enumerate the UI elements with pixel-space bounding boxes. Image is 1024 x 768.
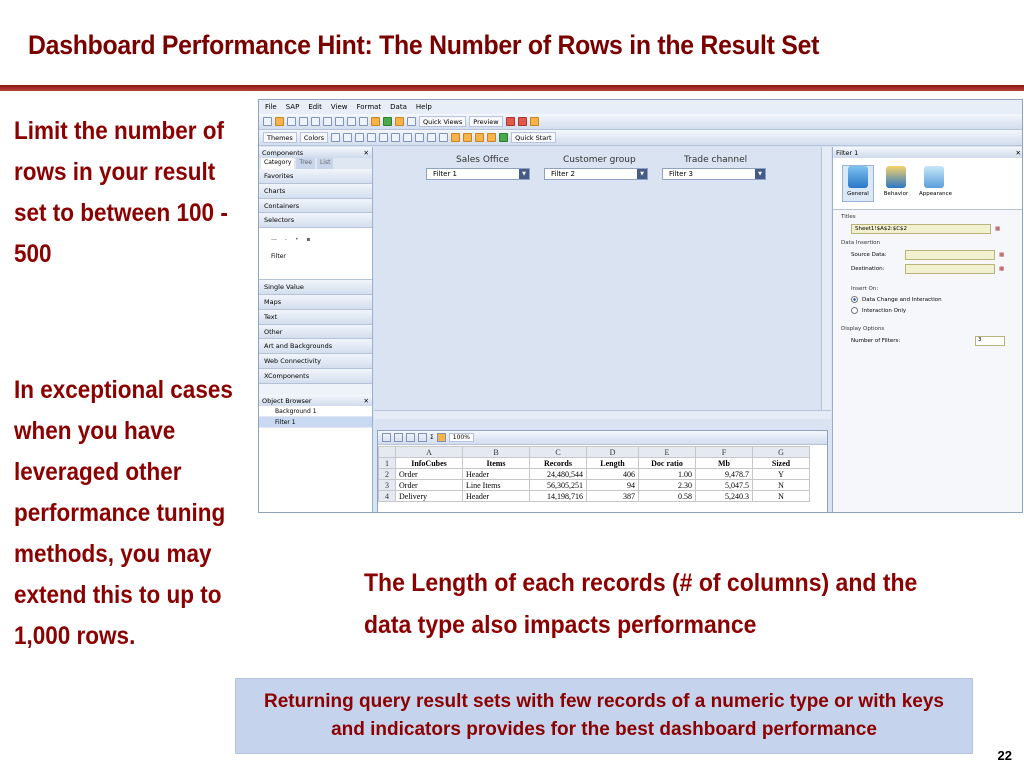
panel-close-icon[interactable]: ✕ xyxy=(1015,149,1021,157)
properties-panel xyxy=(832,147,1023,513)
properties-header xyxy=(833,147,1023,158)
dropdown-value: Filter 3 xyxy=(669,170,694,178)
trade-channel-label: Trade channel xyxy=(684,155,748,165)
cut-icon[interactable] xyxy=(311,117,320,126)
column-header[interactable]: E xyxy=(639,447,696,458)
row-number[interactable]: 2 xyxy=(379,469,396,480)
category-art-backgrounds[interactable]: Art and Backgrounds xyxy=(259,339,372,354)
sheet-save-icon[interactable] xyxy=(382,433,391,442)
cell[interactable]: N xyxy=(753,480,810,491)
cell[interactable]: InfoCubes xyxy=(396,458,463,469)
space-vertical-icon[interactable] xyxy=(415,133,424,142)
titles-row xyxy=(833,222,1023,236)
object-label: Filter 1 xyxy=(275,419,296,426)
titles-section: Titles xyxy=(841,214,856,220)
refresh-icon[interactable] xyxy=(518,117,527,126)
cell[interactable]: Doc ratio xyxy=(639,458,696,469)
filter-component-label[interactable]: Filter xyxy=(271,253,286,261)
sheet-paste-icon[interactable] xyxy=(418,433,427,442)
table-row xyxy=(379,480,810,491)
cell[interactable]: Length xyxy=(587,458,639,469)
record-length-text: The Length of each records (# of columns) and the data type also impacts performance xyxy=(364,569,918,639)
dropdown-value: Filter 1 xyxy=(433,170,458,178)
table-row xyxy=(379,458,810,469)
category-other[interactable]: Other xyxy=(259,325,372,340)
destination-row xyxy=(833,262,1023,276)
general-icon xyxy=(848,166,868,188)
row-number[interactable]: 3 xyxy=(379,480,396,491)
tab-list[interactable]: List xyxy=(317,158,334,169)
radio-unselected[interactable] xyxy=(851,307,858,314)
category-favorites[interactable]: Favorites xyxy=(259,169,372,184)
exception-text: In exceptional cases when you have leveraged other performance tuning methods, you may extend this to up to 1,000 rows. xyxy=(14,376,233,650)
open-icon[interactable] xyxy=(275,117,284,126)
tab-category[interactable]: Category xyxy=(261,158,294,169)
titles-field[interactable]: Sheet1!$A$2:$C$2 xyxy=(851,224,991,234)
behavior-icon xyxy=(886,166,906,188)
sheet-print-icon[interactable] xyxy=(394,433,403,442)
spreadsheet-grid[interactable] xyxy=(378,446,810,502)
cell[interactable]: Items xyxy=(463,458,530,469)
cell[interactable]: Y xyxy=(753,469,810,480)
cell[interactable]: Delivery xyxy=(396,491,463,502)
chevron-down-icon[interactable]: ▼ xyxy=(755,169,765,179)
cell[interactable]: 387 xyxy=(587,491,639,502)
save-icon[interactable] xyxy=(287,117,296,126)
menu-file[interactable]: File xyxy=(265,103,277,111)
page-number: 22 xyxy=(997,748,1012,763)
best-practice-callout xyxy=(235,678,973,754)
data-insertion-section: Data Insertion xyxy=(841,240,881,246)
cell[interactable]: 94 xyxy=(587,480,639,491)
corner-cell[interactable] xyxy=(379,447,396,458)
themes-button[interactable]: Themes xyxy=(263,132,297,143)
properties-title: Filter 1 xyxy=(836,149,859,157)
customer-group-label: Customer group xyxy=(563,155,636,165)
trade-channel-dropdown[interactable] xyxy=(662,168,766,180)
menu-help[interactable]: Help xyxy=(415,103,432,111)
menu-bar xyxy=(259,100,1022,114)
destination-label: Destination: xyxy=(851,266,885,272)
cell[interactable]: 5,047.5 xyxy=(696,480,753,491)
embedded-spreadsheet[interactable] xyxy=(377,430,828,513)
cell[interactable]: Mb xyxy=(696,458,753,469)
canvas-vertical-scrollbar[interactable] xyxy=(821,147,831,419)
components-panel xyxy=(259,147,373,395)
column-header[interactable]: C xyxy=(530,447,587,458)
title-divider xyxy=(0,85,1024,91)
cell[interactable]: Order xyxy=(396,469,463,480)
column-header[interactable]: G xyxy=(753,447,810,458)
number-of-filters-label: Number of Filters: xyxy=(851,338,901,344)
quick-start-button[interactable]: Quick Start xyxy=(511,132,555,143)
appearance-icon xyxy=(924,166,944,188)
cell[interactable]: Sized xyxy=(753,458,810,469)
align-left-icon[interactable] xyxy=(331,133,340,142)
insert-option-data-change[interactable] xyxy=(833,294,1023,305)
row-number[interactable]: 1 xyxy=(379,458,396,469)
column-header[interactable]: D xyxy=(587,447,639,458)
tab-appearance[interactable] xyxy=(919,166,953,201)
object-label: Background 1 xyxy=(275,408,317,415)
table-row xyxy=(379,469,810,480)
group-icon[interactable] xyxy=(451,133,460,142)
panel-close-icon[interactable]: ✕ xyxy=(363,397,369,405)
same-width-icon[interactable] xyxy=(427,133,436,142)
colors-button[interactable]: Colors xyxy=(300,132,328,143)
row-limit-text: Limit the number of rows in your result set to between 100 - 500 xyxy=(14,117,228,268)
source-data-label: Source Data: xyxy=(851,252,887,258)
menu-format[interactable]: Format xyxy=(356,103,382,111)
cell[interactable]: 2.30 xyxy=(639,480,696,491)
panel-close-icon[interactable]: ✕ xyxy=(363,149,369,157)
destination-field[interactable] xyxy=(905,264,995,274)
copy-icon[interactable] xyxy=(323,117,332,126)
cell[interactable]: Line Items xyxy=(463,480,530,491)
tab-behavior[interactable] xyxy=(881,166,911,201)
sheet-cut-icon[interactable] xyxy=(406,433,415,442)
ungroup-icon[interactable] xyxy=(463,133,472,142)
menu-data[interactable]: Data xyxy=(390,103,407,111)
preview-button[interactable]: Preview xyxy=(469,116,502,127)
print-icon[interactable] xyxy=(299,117,308,126)
tab-tree[interactable]: Tree xyxy=(296,158,315,169)
menu-sap[interactable]: SAP xyxy=(285,103,300,111)
cell-select-icon[interactable]: ▦ xyxy=(999,266,1005,272)
chevron-down-icon[interactable]: ▼ xyxy=(519,169,529,179)
add-icon[interactable] xyxy=(371,117,380,126)
grid-icon[interactable] xyxy=(407,117,416,126)
components-panel-title: Components xyxy=(262,149,304,157)
category-selectors[interactable]: Selectors xyxy=(259,213,372,228)
category-charts[interactable]: Charts xyxy=(259,184,372,199)
space-horizontal-icon[interactable] xyxy=(403,133,412,142)
object-browser-panel xyxy=(259,395,373,513)
sales-office-dropdown[interactable] xyxy=(426,168,530,180)
number-of-filters-row xyxy=(833,334,1023,348)
source-data-row xyxy=(833,248,1023,262)
cell[interactable]: 5,240.3 xyxy=(696,491,753,502)
sheet-chart-icon[interactable] xyxy=(437,433,446,442)
object-browser-header xyxy=(259,395,372,406)
cell[interactable]: 0.58 xyxy=(639,491,696,502)
cell[interactable]: 9,478.7 xyxy=(696,469,753,480)
cell[interactable]: 24,480,544 xyxy=(530,469,587,480)
source-data-field[interactable] xyxy=(905,250,995,260)
canvas-horizontal-scrollbar[interactable] xyxy=(374,410,831,419)
publish-icon[interactable] xyxy=(530,117,539,126)
align-right-icon[interactable] xyxy=(355,133,364,142)
align-bottom-icon[interactable] xyxy=(391,133,400,142)
cell[interactable]: 1.00 xyxy=(639,469,696,480)
dropdown-value: Filter 2 xyxy=(551,170,576,178)
zoom-select[interactable]: 100% xyxy=(449,433,474,442)
object-browser-title: Object Browser xyxy=(262,397,312,405)
column-header[interactable]: A xyxy=(396,447,463,458)
components-panel-header xyxy=(259,147,372,158)
undo-icon[interactable] xyxy=(347,117,356,126)
option-label: Interaction Only xyxy=(862,307,907,314)
radio-selected[interactable] xyxy=(851,296,858,303)
properties-tabs xyxy=(833,158,1023,210)
customer-group-dropdown[interactable] xyxy=(544,168,648,180)
filter-selectors[interactable] xyxy=(426,155,771,185)
cell[interactable]: Header xyxy=(463,469,530,480)
export-icon[interactable] xyxy=(395,117,404,126)
align-top-icon[interactable] xyxy=(367,133,376,142)
dashboard-designer-screenshot xyxy=(258,99,1023,513)
align-middle-icon[interactable] xyxy=(379,133,388,142)
cell[interactable]: 56,305,251 xyxy=(530,480,587,491)
paste-icon[interactable] xyxy=(335,117,344,126)
sales-office-label: Sales Office xyxy=(456,155,510,165)
redo-icon[interactable] xyxy=(359,117,368,126)
object-row-filter[interactable] xyxy=(259,417,372,428)
spreadsheet-toolbar xyxy=(378,431,827,445)
display-options-section: Display Options xyxy=(841,326,885,332)
tab-label: Appearance xyxy=(919,191,953,197)
tab-label: Behavior xyxy=(883,191,909,197)
tab-label: General xyxy=(847,191,869,197)
same-height-icon[interactable] xyxy=(439,133,448,142)
quick-start-icon[interactable] xyxy=(499,133,508,142)
column-header-row xyxy=(379,447,810,458)
insert-option-interaction-only[interactable] xyxy=(833,305,1023,316)
category-xcomponents[interactable]: XComponents xyxy=(259,369,372,384)
menu-edit[interactable]: Edit xyxy=(308,103,322,111)
row-number[interactable]: 4 xyxy=(379,491,396,502)
column-header[interactable]: F xyxy=(696,447,753,458)
object-row-background[interactable] xyxy=(259,406,372,417)
menu-view[interactable]: View xyxy=(330,103,348,111)
column-header[interactable]: B xyxy=(463,447,530,458)
standard-toolbar xyxy=(259,114,1022,130)
slide-title: Dashboard Performance Hint: The Number of Rows in the Result Set xyxy=(28,30,820,60)
cell[interactable]: Order xyxy=(396,480,463,491)
category-maps[interactable]: Maps xyxy=(259,295,372,310)
cell-select-icon[interactable]: ▦ xyxy=(999,252,1005,258)
cell-select-icon[interactable]: ▦ xyxy=(995,226,1001,232)
new-icon[interactable] xyxy=(263,117,272,126)
bring-front-icon[interactable] xyxy=(475,133,484,142)
chevron-down-icon[interactable]: ▼ xyxy=(637,169,647,179)
cell[interactable]: Header xyxy=(463,491,530,502)
send-back-icon[interactable] xyxy=(487,133,496,142)
cell[interactable]: 14,198,716 xyxy=(530,491,587,502)
format-toolbar xyxy=(259,130,1022,146)
design-canvas[interactable] xyxy=(374,147,831,419)
quick-views-button[interactable]: Quick Views xyxy=(419,116,466,127)
cell[interactable]: N xyxy=(753,491,810,502)
tab-general[interactable] xyxy=(843,166,873,201)
callout-text: Returning query result sets with few records of a numeric type or with keys and indicators provides for the best dashboard performance xyxy=(264,691,944,740)
category-containers[interactable]: Containers xyxy=(259,199,372,214)
category-single-value[interactable]: Single Value xyxy=(259,280,372,295)
cell[interactable]: 406 xyxy=(587,469,639,480)
table-row xyxy=(379,491,810,502)
category-text[interactable]: Text xyxy=(259,310,372,325)
option-label: Data Change and Interaction xyxy=(862,296,942,303)
category-web-connectivity[interactable]: Web Connectivity xyxy=(259,354,372,369)
components-tabs xyxy=(259,158,372,169)
selectors-expanded xyxy=(259,228,372,280)
cell[interactable]: Records xyxy=(530,458,587,469)
insert-on-label: Insert On: xyxy=(851,286,879,292)
number-of-filters-stepper[interactable]: 3 xyxy=(975,336,1005,346)
sigma-icon[interactable]: Σ xyxy=(430,434,434,441)
import-icon[interactable] xyxy=(383,117,392,126)
filter-component-icon[interactable]: — - • ▪ xyxy=(271,236,314,244)
connection-icon[interactable] xyxy=(506,117,515,126)
align-center-icon[interactable] xyxy=(343,133,352,142)
